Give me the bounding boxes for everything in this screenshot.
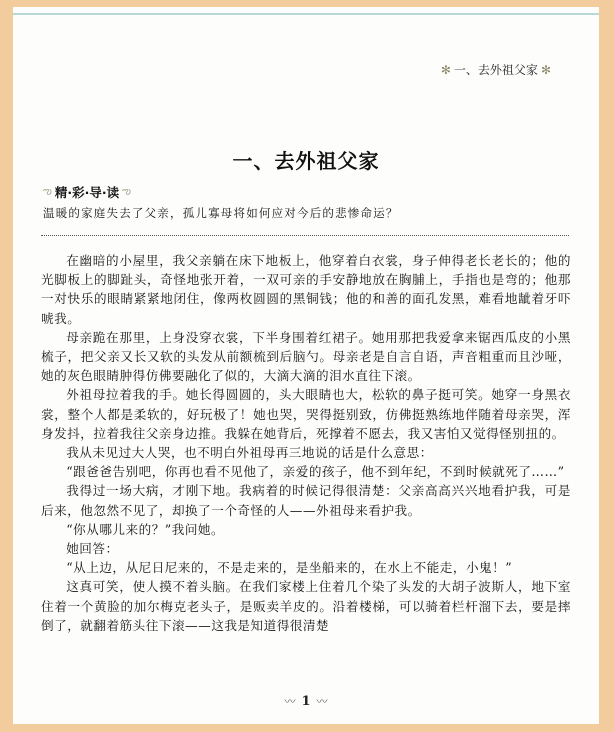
paragraph: “你从哪儿来的？”我问她。 xyxy=(66,521,225,537)
top-rule-divider xyxy=(13,13,599,15)
running-header xyxy=(441,61,551,78)
running-header-title: 一、去外祖父家 xyxy=(453,63,538,77)
swirl-ornament-icon: ఌ xyxy=(122,186,131,197)
paragraph: 我得过一场大病，才刚下地。我病着的时候记得很清楚：父亲高高兴兴地看护我，可是后来，他忽然不见了，却换了一个奇怪的人——外祖母来看护我。 xyxy=(41,483,571,518)
paragraph: 在幽暗的小屋里，我父亲躺在床下地板上，他穿着白衣裳，身子伸得老长老长的；他的光脚板上的脚趾头，奇怪地张开着，一双可亲的手安静地放在胸脯上，手指也是弯的；他那一对快乐的眼睛紧紧地闭住，像两枚圆圆的黑铜钱；他的和善的面孔发黑，难看地龇着牙吓唬我。 xyxy=(41,253,571,326)
paragraph: “跟爸爸告别吧，你再也看不见他了，亲爱的孩子，他不到年纪，不到时候就死了……” xyxy=(66,464,565,480)
flower-ornament-icon: ✻ xyxy=(440,62,451,77)
dotted-separator xyxy=(41,235,569,236)
guide-heading-label: 精·彩·导·读 xyxy=(54,185,120,200)
flourish-ornament-icon: 〰 xyxy=(316,695,328,708)
swirl-ornament-icon: ఌ xyxy=(43,186,52,197)
page-footer xyxy=(13,693,599,709)
paragraph: 这真可笑，使人摸不着头脑。在我们家楼上住着几个染了头发的大胡子波斯人，地下室住着一个黄脸的加尔梅克老头子，是贩卖羊皮的。沿着楼梯，可以骑着栏杆溜下去，要是摔倒了，就翻着筋头往下滚——这我是知道得很清楚 xyxy=(41,579,571,633)
paragraph: “从上边，从尼日尼来的，不是走来的，是坐船来的，在水上不能走，小鬼！” xyxy=(66,560,513,576)
flourish-ornament-icon: 〰 xyxy=(284,695,296,708)
flower-ornament-icon: ✻ xyxy=(540,62,551,77)
paragraph: 外祖母拉着我的手。她长得圆圆的，头大眼睛也大，松软的鼻子挺可笑。她穿一身黑衣裳，整个人都是柔软的，好玩极了！她也哭，哭得挺别致，仿佛挺熟练地伴随着母亲哭，浑身发抖，拉着我往父亲身边推。我躲在她背后，死撑着不愿去，我又害怕又觉得怪别扭的。 xyxy=(41,387,571,441)
guide-text: 温暖的家庭失去了父亲，孤儿寡母将如何应对今后的悲惨命运？ xyxy=(43,206,399,220)
body-text xyxy=(41,251,571,635)
chapter-title: 一、去外祖父家 xyxy=(232,149,380,173)
guide-heading xyxy=(43,183,131,201)
paragraph: 她回答： xyxy=(66,541,119,557)
book-page xyxy=(13,7,599,724)
paragraph: 母亲跪在那里，上身没穿衣裳，下半身围着红裙子。她用那把我爱拿来锯西瓜皮的小黑梳子，把父亲又长又软的头发从前额梳到后脑勺。母亲老是自言自语，声音粗重而且沙哑，她的灰色眼睛肿得仿佛要融化了似的，大滴大滴的泪水直往下滚。 xyxy=(41,329,571,384)
page-number: 1 xyxy=(301,693,311,709)
paragraph: 我从未见过大人哭，也不明白外祖母再三地说的话是什么意思： xyxy=(66,445,433,461)
